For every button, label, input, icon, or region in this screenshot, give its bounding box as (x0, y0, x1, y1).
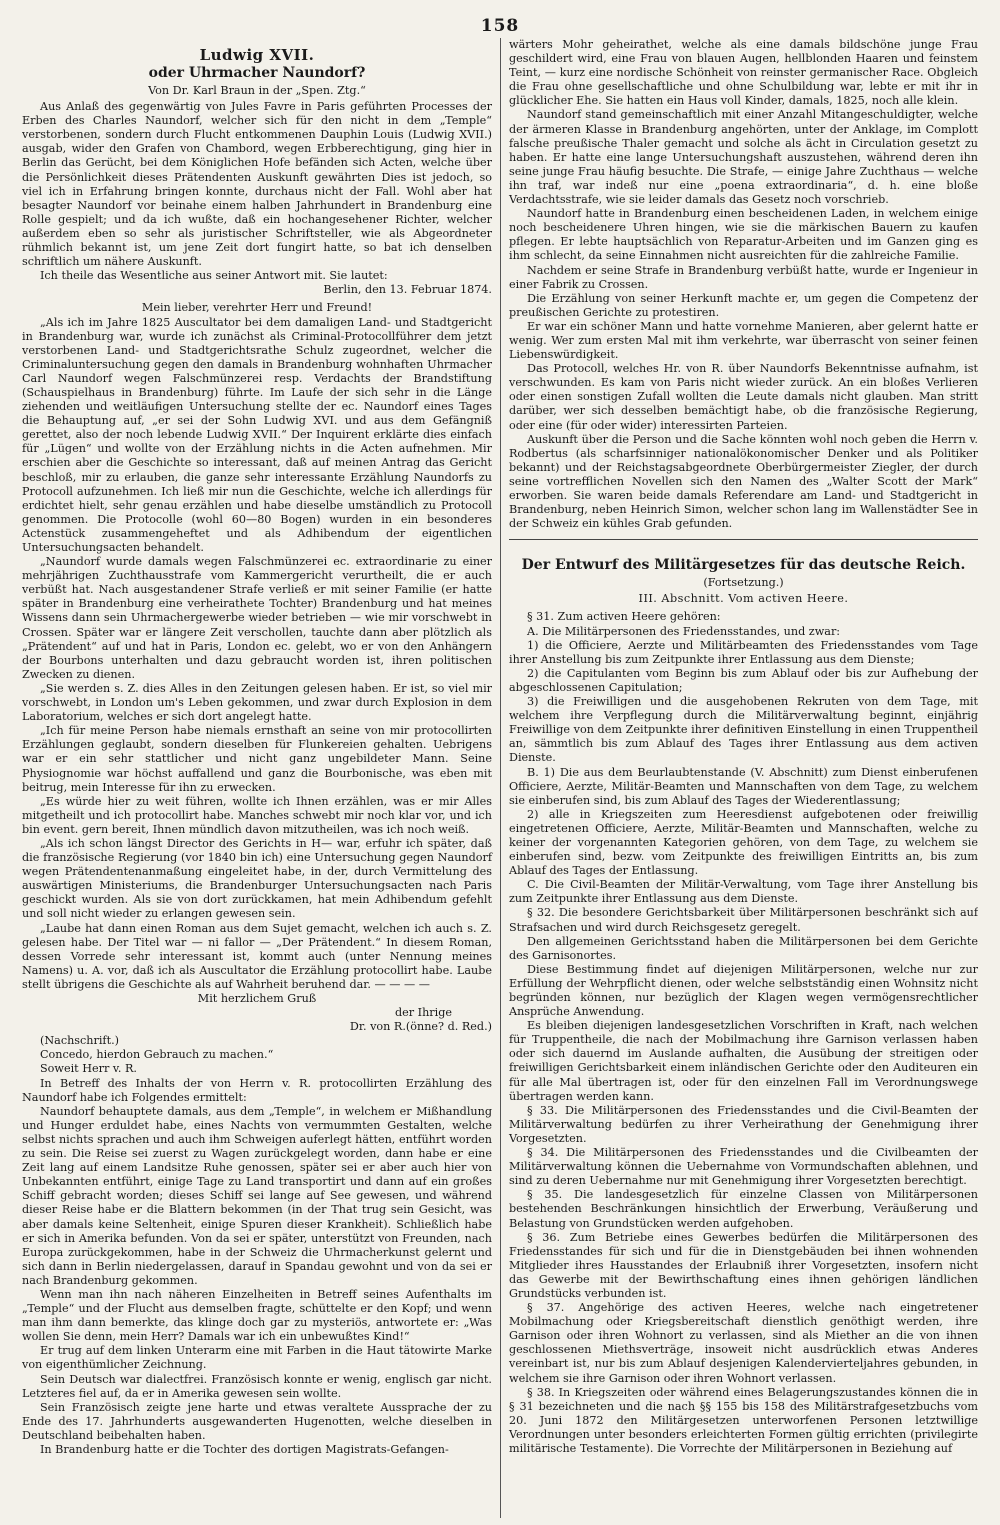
paragraph: Naundorf stand gemeinschaftlich mit einer Anzahl Mitangeschuldigter, welche der ärmeren Klasse in Brandenburg angehörten, unter der Anklage, im Complott falsche preußische Thaler gemacht und solche als ächt in Circulation gesetzt zu haben. Er hatte eine lange Untersuchungshaft auszustehen, während deren ihn seine junge Frau häufig besuchte. Die Strafe, — einige Jahre Zuchthaus — welche ihn traf, war indeß nur eine „poena extraordinaria“, d. h. eine bloße Verdachtsstrafe, wie sie leider damals das Gesetz noch vorschrieb. (509, 108, 978, 207)
letter-date: Berlin, den 13. Februar 1874. (323, 283, 492, 297)
paragraph: C. Die Civil-Beamten der Militär-Verwaltung, vom Tage ihrer Anstellung bis zum Zeitpunkte ihrer Entlassung aus dem Dienste. (509, 878, 978, 906)
paragraph: § 33. Die Militärpersonen des Friedensstandes und die Civil-Beamten der Militärverwaltung bedürfen zu ihrer Verheirathung der Genehmigung ihrer Vorgesetzten. (509, 1103, 978, 1145)
paragraph: Diese Bestimmung findet auf diejenigen Militärpersonen, welche nur zur Erfüllung der Wehrpflicht dienen, oder welche selbstständig einen Wohnsitz nicht begründen können, nur bezüglich der Klagen wegen vermögensrechtlicher Ansprüche Anwendung. (509, 962, 978, 1019)
paragraph: Nachdem er seine Strafe in Brandenburg verbüßt hatte, wurde er Ingenieur in einer Fabrik zu Crossen. (509, 263, 978, 291)
paragraph: Soweit Herr v. R. (40, 1062, 137, 1076)
paragraph: § 34. Die Militärpersonen des Friedensstandes und die Civilbeamten der Militärverwaltung können die Uebernahme von Vormundschaften ablehnen, und sind zu deren Uebernahme nur mit Genehmigung ihrer Vorgesetzten berechtigt. (509, 1146, 978, 1188)
article-byline: Von Dr. Karl Braun in der „Spen. Ztg.“ (148, 84, 366, 97)
paragraph: § 36. Zum Betriebe eines Gewerbes bedürfen die Militärpersonen des Friedensstandes für sich und für die in Dienstgebäuden bei ihnen wohnenden Mitglieder ihres Hausstandes der Erlaubniß ihrer Vorgesetzten, insofern nicht das Gewerbe mit der Bewirthschaftung eines ihnen gehörigen ländlichen Grundstücks verbunden ist. (509, 1230, 978, 1300)
letter-signature: Dr. von R.(önne? d. Red.) (349, 1020, 492, 1034)
paragraph: Sein Deutsch war dialectfrei. Französisch konnte er wenig, englisch gar nicht. Letzteres fiel auf, da er in Amerika gewesen sein wollte. (22, 1372, 492, 1400)
paragraph: A. Die Militärpersonen des Friedensstandes, und zwar: (527, 624, 841, 638)
paragraph: § 35. Die landesgesetzlich für einzelne Classen von Militärpersonen bestehenden Beschränkungen hinsichtlich der Erwerbung, Veräußerung und Belastung von Grundstücken werden aufgehoben. (509, 1188, 978, 1230)
paragraph: Aus Anlaß des gegenwärtig von Jules Favre in Paris geführten Processes der Erben des Charles Naundorf, welcher sich für den nicht in dem „Temple“ verstorbenen, sondern durch Flucht entkommenen Dauphin Louis (Ludwig XVII.) ausgab, wider den Grafen von Chambord, wegen Erbberechtigung, ging hier in Berlin das Gerücht, bei dem Königlichen Hofe befänden sich Acten, welche über die Persönlichkeit dieses Prätendenten Auskunft gewährten Dies ist jedoch, so viel ich in Erfahrung bringen konnte, durchaus nicht der Fall. Wohl aber hat besagter Naundorf vor beinahe einem halben Jahrhundert in Brandenburg eine Rolle gespielt; und da ich wußte, daß ein hochangesehener Richter, welcher außerdem eben so sehr als juristischer Schriftsteller, wie als Abgeordneter rühmlich bekannt ist, um jene Zeit dort fungirt hatte, so bat ich denselben schriftlich um nähere Auskunft. (22, 100, 492, 269)
paragraph: Sein Französisch zeigte jene harte und etwas veraltete Aussprache der zu Ende des 17. Jahrhunderts ausgewanderten Hugenotten, welche dieselben in Deutschland beibehalten haben. (22, 1400, 492, 1442)
paragraph: „Als ich schon längst Director des Gerichts in H— war, erfuhr ich später, daß die französische Regierung (vor 1840 bin ich) eine Untersuchung gegen Naundorf wegen Prätendentenanmaßung eingeleitet habe, in der, durch Vermittelung des auswärtigen Ministeriums, die Brandenburger Untersuchungsacten nach Paris geschickt wurden. Als sie von dort zurückkamen, hat mein Adhibendum gefehlt und soll nicht wieder zu erlangen gewesen sein. (22, 836, 492, 921)
paragraph: wärters Mohr geheirathet, welche als eine damals bildschöne junge Frau geschildert wird, eine Frau von blauen Augen, hellblonden Haaren und feinstem Teint, — kurz eine nordische Schönheit von reinster germanischer Race. Obgleich die Frau ohne gesellschaftliche und ohne Schulbildung war, lebte er mit ihr in glücklicher Ehe. Sie hatten ein Haus voll Kinder, damals, 1825, noch alle klein. (509, 38, 978, 108)
page-number: 158 (480, 16, 520, 36)
columns (22, 38, 978, 1518)
paragraph: § 37. Angehörige des activen Heeres, welche nach eingetretener Mobilmachung oder Kriegsbereitschaft dienstlich genöthigt werden, ihre Garnison oder ihren Wohnort zu verlassen, sind als Miether an die von ihnen geschlossenen Miethsverträge, insoweit nicht ausdrücklich etwas Anderes vereinbart ist, nur bis zum Ablauf desjenigen Kalendervierteljahres gebunden, in welchem sie ihre Garnison oder ihren Wohnort verlassen. (509, 1301, 978, 1385)
right-column (500, 38, 978, 1518)
left-column (22, 38, 500, 1518)
paragraph: „Es würde hier zu weit führen, wollte ich Ihnen erzählen, was er mir Alles mitgetheilt und ich protocollirt habe. Manches schwebt mir noch klar vor, und ich bin event. gern bereit, Ihnen mündlich davon mitzutheilen, was ich noch weiß. (22, 794, 492, 836)
paragraph: Er war ein schöner Mann und hatte vornehme Manieren, aber gelernt hatte er wenig. Wer zum ersten Mal mit ihm verkehrte, war überrascht von seiner feinen Liebenswürdigkeit. (509, 319, 978, 362)
paragraph: Den allgemeinen Gerichtsstand haben die Militärpersonen bei dem Gerichte des Garnisonortes. (509, 934, 978, 962)
paragraph: „Naundorf wurde damals wegen Falschmünzerei ec. extraordinarie zu einer mehrjährigen Zuchthausstrafe vom Kammergericht verurtheilt, die er auch verbüßt hat. Nach ausgestandener Strafe verließ er mit seiner Familie (er hatte später in Brandenburg eine verheirathete Tochter) Brandenburg und hat meines Wissens dann sein Uhrmachergewerbe wieder betrieben — wie mir vorschwebt in Crossen. Später war er längere Zeit verschollen, tauchte dann aber plötzlich als „Prätendent“ auf und hat in Paris, London ec. gelebt, wo er von den Anhängern der Bourbons unterhalten und dazu gebraucht worden ist, ihren politischen Zwecken zu dienen. (22, 555, 492, 681)
paragraph: § 32. Die besondere Gerichtsbarkeit über Militärpersonen beschränkt sich auf Strafsachen und wird durch Reichsgesetz geregelt. (509, 906, 978, 934)
paragraph: Auskunft über die Person und die Sache könnten wohl noch geben die Herrn v. Rodbertus (als scharfsinniger nationalökonomischer Denker und als Politiker bekannt) und der Reichstagsabgeordnete Oberbürgermeister Ziegler, der durch seine vortrefflichen Novellen sich den Namen des „Walter Scott der Mark“ erworben. Sie waren beide damals Referendare am Land- und Stadtgericht in Brandenburg, neben Heinrich Simon, welcher schon lang im Wallenstädter See in der Schweiz ein kühles Grab gefunden. (509, 432, 978, 531)
paragraph: Das Protocoll, welches Hr. von R. über Naundorfs Bekenntnisse aufnahm, ist verschwunden. Es kam von Paris nicht wieder zurück. An ein bloßes Verlieren oder einen sonstigen Zufall wollten die Leute damals nicht glauben. Man stritt darüber, wer sich desselben bemächtigt habe, ob die französische Regierung, oder eine (für oder wider) interessirten Parteien. (509, 362, 978, 432)
paragraph: Concedo, hierdon Gebrauch zu machen.“ (40, 1048, 274, 1062)
article-title: Ludwig XVII. (199, 46, 315, 64)
letter-closing-2: der Ihrige (394, 1006, 452, 1020)
paragraph: 2) alle in Kriegszeiten zum Heeresdienst aufgebotenen oder freiwillig eingetretenen Officiere, Aerzte, Militär-Beamten und Mannschaften, welche zu keiner der vorgenannten Kategorien gehören, von dem Tage, zu welchem sie einberufen sind, bezw. vom Zeitpunkte des freiwilligen Eintritts an, bis zum Ablauf des Tages der Entlassung. (509, 807, 978, 878)
paragraph: Die Erzählung von seiner Herkunft machte er, um gegen die Competenz der preußischen Gerichte zu protestiren. (509, 291, 978, 319)
paragraph: § 38. In Kriegszeiten oder während eines Belagerungszustandes können die in § 31 bezeichneten und die nach §§ 155 bis 158 des Militärstrafgesetzbuchs vom 20. Juni 1872 den Militärgesetzen unterworfenen Personen letztwillige Verordnungen unter besonders erleichterten Formen gültig errichten (privilegirte militärische Testamente). Die Vorrechte der Militärpersonen in Beziehung auf (509, 1385, 978, 1455)
section-heading: III. Abschnitt. Vom activen Heere. (638, 592, 849, 606)
paragraph: Wenn man ihn nach näheren Einzelheiten in Betreff seines Aufenthalts im „Temple“ und der Flucht aus demselben fragte, schüttelte er den Kopf; und wenn man ihm dann bemerkte, das klinge doch gar zu mysteriös, antwortete er: „Was wollen Sie denn, mein Herr? Damals war ich ein unbewußtes Kind!“ (22, 1287, 492, 1344)
paragraph: Es bleiben diejenigen landesgesetzlichen Vorschriften in Kraft, nach welchen für Truppentheile, die nach der Mobilmachung ihre Garnison verlassen haben oder sich dauernd im Auslande aufhalten, die Ausübung der streitigen oder freiwilligen Gerichtsbarkeit einem inländischen Gerichte oder den Auditeuren ein für alle Mal übertragen ist, oder für den einzelnen Fall im Verordnungswege übertragen werden kann. (509, 1019, 978, 1103)
section-title: Der Entwurf des Militärgesetzes für das deutsche Reich. (521, 557, 966, 574)
section-divider (509, 539, 978, 540)
paragraph: Naundorf hatte in Brandenburg einen bescheidenen Laden, in welchem einige noch bescheidenere Uhren hingen, wie sie die märkischen Bauern zu kaufen pflegen. Er lebte hauptsächlich von Reparatur-Arbeiten und im Ganzen ging es ihm schlecht, da seine Einnahmen nicht ausreichten für die zahlreiche Familie. (509, 207, 978, 263)
section-continuation: (Fortsetzung.) (703, 576, 784, 590)
paragraph: In Betreff des Inhalts der von Herrn v. R. protocollirten Erzählung des Naundorf habe ich Folgendes ermittelt: (22, 1076, 492, 1104)
paragraph: B. 1) Die aus dem Beurlaubtenstande (V. Abschnitt) zum Dienst einberufenen Officiere, Aerzte, Militär-Beamten und Mannschaften von dem Tage, zu welchem sie einberufen sind, bis zum Ablauf des Tages der Wiederentlassung; (509, 765, 978, 807)
postscript-label: (Nachschrift.) (40, 1034, 119, 1048)
paragraph: „Ich für meine Person habe niemals ernsthaft an seine von mir protocollirten Erzählungen geglaubt, sondern dieselben für Flunkereien gehalten. Uebrigens war er ein sehr stattlicher und nicht ganz ungebildeter Mann. Seine Physiognomie war höchst auffallend und ganz die Bourbonische, was eben mit beitrug, mein Interesse für ihn zu erwecken. (22, 724, 492, 794)
paragraph: „Als ich im Jahre 1825 Auscultator bei dem damaligen Land- und Stadtgericht in Brandenburg war, wurde ich zunächst als Criminal-Protocollführer dem jetzt verstorbenen Land- und Stadtgerichtsrathe Schulz zugeordnet, welcher die Criminaluntersuchung gegen den damals in Brandenburg wohnhaften Uhrmacher Carl Naundorf wegen Falschmünzerei resp. Verdachts der Brandstiftung (Schauspielhaus in Brandenburg) führte. Im Laufe der sich sehr in die Länge ziehenden und weitläufigen Untersuchung stellte der ec. Naundorf eines Tages die Behauptung auf, „er sei der Sohn Ludwig XVI. und aus dem Gefängniß gerettet, also der noch lebende Ludwig XVII.“ Der Inquirent erklärte dies einfach für „Lügen“ und wollte von der Erzählung nichts in die Acten aufnehmen. Mir erschien aber die Geschichte so interessant, daß auf meinen Antrag das Gericht beschloß, mir zu erlauben, die ganze sehr interessante Erzählung Naundorfs zu Protocoll aufzunehmen. Ich ließ mir nun die Geschichte, welche ich allerdings für erdichtet hielt, sehr genau erzählen und habe dieselbe umständlich zu Protocoll genommen. Die Protocolle (wohl 60—80 Bogen) wurden in ein besonderes Actenstück zusammengeheftet und als Adhibendum der eigentlichen Untersuchungsacten behandelt. (22, 315, 492, 554)
paragraph: Er trug auf dem linken Unterarm eine mit Farben in die Haut tätowirte Marke von eigenthümlicher Zeichnung. (22, 1344, 492, 1372)
paragraph: Ich theile das Wesentliche aus seiner Antwort mit. Sie lautet: (40, 269, 388, 283)
paragraph: „Laube hat dann einen Roman aus dem Sujet gemacht, welchen ich auch s. Z. gelesen habe. Der Titel war — ni fallor — „Der Prätendent.“ In diesem Roman, dessen Vorrede sehr interessant ist, kommt auch (unter Nennung meines Namens) u. A. vor, daß ich als Auscultator die Erzählung protocollirt habe. Laube stellt übrigens die Geschichte als auf Wahrheit beruhend dar. — — — — (22, 921, 492, 991)
paragraph: In Brandenburg hatte er die Tochter des dortigen Magistrats-Gefangen- (40, 1443, 449, 1456)
article-subtitle: oder Uhrmacher Naundorf? (148, 65, 366, 81)
paragraph: § 31. Zum activen Heere gehören: (527, 610, 721, 624)
paragraph: „Sie werden s. Z. dies Alles in den Zeitungen gelesen haben. Er ist, so viel mir vorschwebt, in London um's Leben gekommen, und zwar durch Explosion in dem Laboratorium, welches er sich dort angelegt hatte. (22, 681, 492, 724)
paragraph: 3) die Freiwilligen und die ausgehobenen Rekruten von dem Tage, mit welchem ihre Verpflegung durch die Militärverwaltung beginnt, einjährig Freiwillige von dem Zeitpunkte ihrer definitiven Einstellung in einen Truppentheil an, sämmtlich bis zum Ablauf des Tages ihrer Entlassung aus dem activen Dienste. (509, 695, 978, 765)
letter-closing: Mit herzlichem Gruß (197, 992, 317, 1005)
letter-greeting: Mein lieber, verehrter Herr und Freund! (141, 301, 373, 315)
paragraph: 2) die Capitulanten vom Beginn bis zum Ablauf oder bis zur Aufhebung der abgeschlossenen Capitulation; (509, 666, 978, 694)
paragraph: 1) die Officiere, Aerzte und Militärbeamten des Friedensstandes vom Tage ihrer Anstellung bis zum Zeitpunkte ihrer Entlassung aus dem Dienste; (509, 638, 978, 666)
paragraph: Naundorf behauptete damals, aus dem „Temple“, in welchem er Mißhandlung und Hunger erduldet habe, eines Nachts von vermummten Gestalten, welche selbst nichts sprachen und auch ihm Schweigen auferlegt hätten, entführt worden zu sein. Die Reise sei zuerst zu Wagen zurückgelegt worden, dann habe er eine Zeit lang auf einem Landsitze Ruhe genossen, später sei er aber auch hier von Unbekannten entführt, einige Tage zu Land transportirt und dann auf ein großes Schiff gebracht worden; dieses Schiff sei lange auf See gewesen, und während dieser Reise habe er die Blattern bekommen (in der That trug sein Gesicht, was aber damals keine Seltenheit, einige Spuren dieser Krankheit). Schließlich habe er sich in Amerika befunden. Von da sei er später, unterstützt von Freunden, nach Europa zurückgekommen, habe in der Schweiz die Uhrmacherkunst gelernt und sich dann in Berlin niedergelassen, darauf in Spandau gewohnt und von da sei er nach Brandenburg gekommen. (22, 1104, 492, 1287)
